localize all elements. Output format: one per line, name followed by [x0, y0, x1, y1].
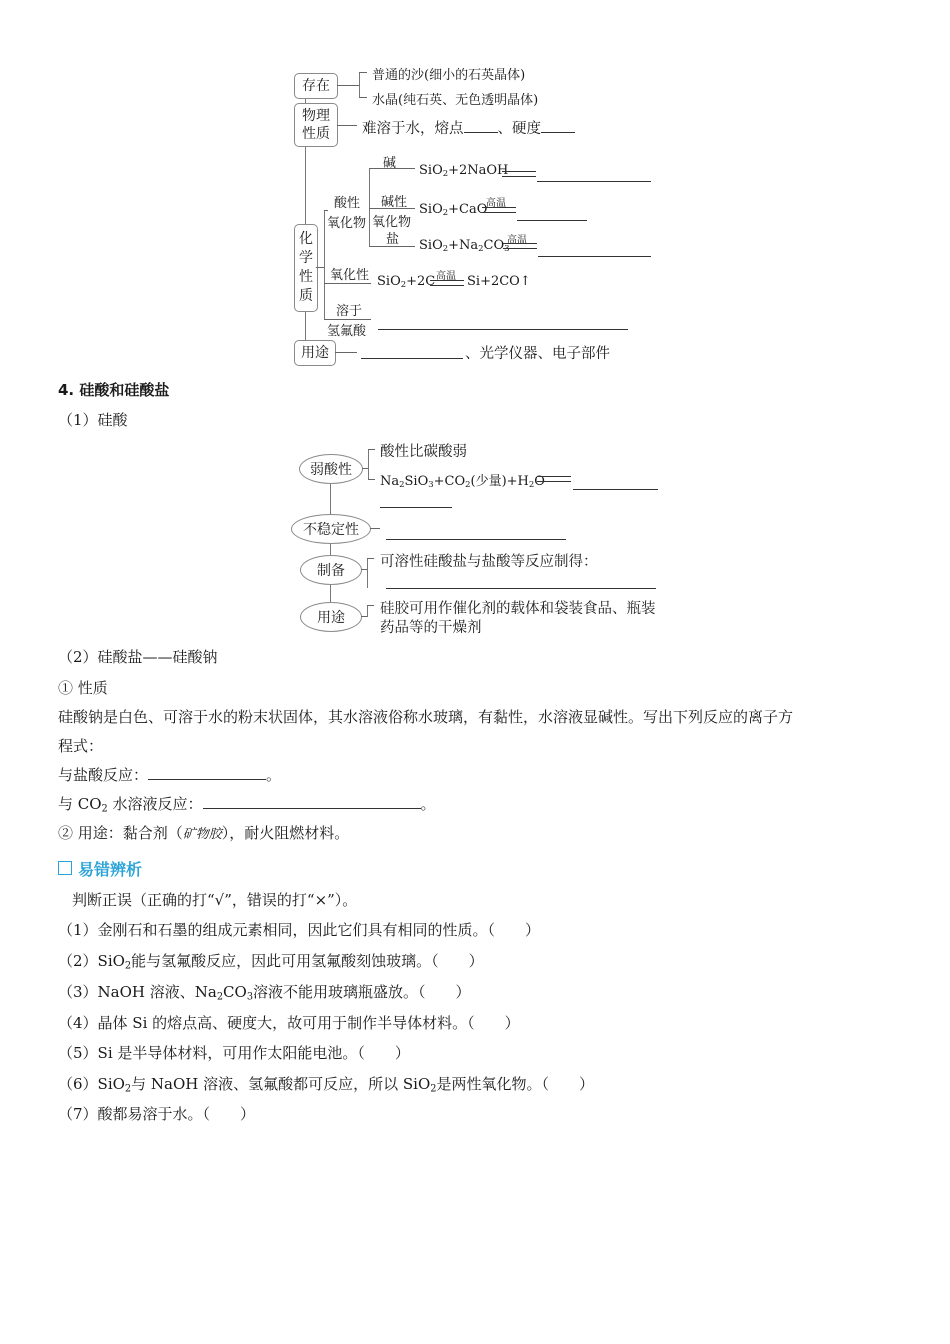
equation-sio2-na2co3: $SiO_2+Na_2CO_3$ — [419, 238, 510, 254]
connector-line — [368, 449, 369, 480]
hcl-reaction-line — [58, 764, 281, 785]
equation-sio2-naoh: SiO$_2$+2NaOH — [419, 163, 509, 179]
errors-intro: 判断正误（正确的打“√”，错误的打“×”）。 — [72, 891, 358, 909]
connector-line — [359, 72, 367, 73]
connector-line — [337, 85, 359, 86]
errors-item-6-prefix: （6）SiO — [58, 1075, 125, 1093]
existence-sand: 普通的沙(细小的石英晶体) — [372, 68, 526, 83]
condition-high-temp: 高温 — [436, 271, 456, 282]
node-usage — [294, 340, 336, 366]
node-weak-acid — [299, 454, 363, 484]
node-preparation — [300, 555, 362, 585]
oxidizing-label: 氧化性 — [330, 268, 370, 283]
weak-acid-text: 酸性比碳酸弱 — [380, 444, 467, 460]
answer-blank — [386, 539, 566, 540]
errors-item-3-prefix: （3）NaOH 溶液、Na — [58, 983, 217, 1001]
node-usage-label: 用途 — [317, 610, 345, 626]
equals-sign — [503, 243, 537, 249]
node-usage-label: 用途 — [301, 345, 329, 361]
answer-blank — [361, 358, 463, 359]
errors-title: 易错辨析 — [78, 860, 143, 879]
connector-line — [368, 449, 375, 450]
node-physical-label-2: 性质 — [302, 126, 330, 142]
sentence-end: 。 — [420, 795, 436, 813]
usage-text-2: 药品等的干燥剂 — [380, 620, 482, 636]
blank-hardness — [541, 120, 575, 133]
basic-oxide-label-2: 氧化物 — [372, 215, 412, 230]
salt-label: 盐 — [386, 232, 400, 247]
answer-blank — [380, 507, 452, 508]
co2-reaction-label: 水溶液反应： — [107, 795, 203, 813]
usage-suffix: ），耐火阻燃材料。 — [221, 824, 350, 842]
item-properties: ① 性质 — [58, 679, 108, 697]
answer-blank — [537, 181, 651, 182]
node-chemical-char: 性 — [299, 269, 313, 285]
node-physical-label-1: 物理 — [302, 108, 330, 124]
errors-item-3-mid: CO — [223, 983, 247, 1001]
acidic-oxide-label-2: 氧化物 — [327, 216, 367, 231]
answer-blank — [538, 256, 651, 257]
node-preparation-label: 制备 — [317, 563, 345, 579]
condition-high-temp: 高温 — [507, 235, 527, 246]
connector-line — [359, 72, 360, 98]
acidic-oxide-label-1: 酸性 — [334, 196, 361, 211]
preparation-text: 可溶性硅酸盐与盐酸等反应制得： — [380, 554, 598, 570]
errors-item-6-text: 与 NaOH 溶液、氢氟酸都可反应，所以 SiO — [131, 1075, 431, 1093]
node-existence — [294, 73, 338, 99]
blank-melting — [464, 120, 498, 133]
answer-blank — [517, 220, 587, 221]
connector-line — [324, 283, 371, 284]
errors-item-5: （5）Si 是半导体材料，可用作太阳能电池。（ ） — [58, 1044, 410, 1062]
section-square-icon — [58, 861, 72, 875]
hcl-reaction-label: 与盐酸反应： — [58, 766, 149, 784]
usage-text-1: 硅胶可用作催化剂的载体和袋装食品、瓶装 — [380, 601, 656, 617]
usage-line — [58, 822, 349, 843]
errors-item-6-suffix: 是两性氧化物。（ ） — [436, 1075, 594, 1093]
physical-text — [362, 117, 575, 138]
node-unstable — [291, 514, 371, 544]
hf-label-2: 氢氟酸 — [327, 324, 367, 339]
errors-item-6: （6）SiO$_2$与 NaOH 溶液、氢氟酸都可反应，所以 SiO$_2$是两性氧化物。（ ） — [58, 1075, 594, 1095]
usage-prefix: ② 用途：黏合剂（ — [58, 824, 183, 842]
usage-text: 、光学仪器、电子部件 — [465, 346, 610, 362]
usage-mineral-glue: 矿物胶 — [182, 827, 222, 842]
errors-item-4: （4）晶体 Si 的熔点高、硬度大，故可用于制作半导体材料。（ ） — [58, 1014, 520, 1032]
node-existence-label: 存在 — [302, 78, 330, 94]
connector-line — [316, 267, 324, 268]
equation-sio2-c: SiO$_2$+2C — [377, 274, 436, 290]
errors-item-2: （2）SiO$_2$能与氢氟酸反应，因此可用氢氟酸刻蚀玻璃。（ ） — [58, 952, 484, 972]
connector-line — [370, 528, 380, 529]
base-label: 碱 — [383, 156, 397, 171]
connector-line — [335, 352, 357, 353]
subsection-silicic-acid: （1）硅酸 — [58, 411, 128, 429]
equals-sign — [502, 171, 536, 177]
answer-blank — [148, 765, 266, 780]
connector-line — [337, 125, 357, 126]
node-physical — [294, 103, 338, 147]
equation-sio2-cao: SiO$_2$+CaO — [419, 202, 488, 218]
errors-item-7: （7）酸都易溶于水。（ ） — [58, 1105, 256, 1123]
hf-label-1: 溶于 — [336, 304, 363, 319]
node-chemical — [294, 224, 318, 312]
answer-blank — [378, 329, 628, 330]
equals-sign — [430, 280, 464, 286]
condition-high-temp: 高温 — [486, 198, 506, 209]
subsection-sodium-silicate: （2）硅酸盐——硅酸钠 — [58, 648, 218, 666]
existence-crystal: 水晶(纯石英、无色透明晶体) — [372, 93, 539, 108]
connector-line — [324, 210, 328, 211]
errors-item-2-prefix: （2）SiO — [58, 952, 125, 970]
connector-line — [367, 558, 368, 588]
sentence-end: 。 — [266, 766, 282, 784]
errors-item-3: （3）NaOH 溶液、$Na_2CO_3$溶液不能用玻璃瓶盛放。（ ） — [58, 983, 471, 1003]
co2-reaction-prefix: 与 CO — [58, 795, 102, 813]
equals-sign — [537, 476, 571, 482]
answer-blank — [203, 794, 421, 809]
node-usage — [300, 602, 362, 632]
errors-item-3-text: 溶液不能用玻璃瓶盛放。（ ） — [253, 983, 471, 1001]
node-unstable-label: 不稳定性 — [303, 522, 359, 538]
connector-line — [367, 605, 368, 617]
equation-product: Si+2CO↑ — [467, 274, 531, 289]
co2-reaction-line: 与 $CO_2$ 水溶液反应： 。 — [58, 795, 436, 815]
basic-oxide-label-1: 碱性 — [381, 195, 408, 210]
section-title: 4. 硅酸和硅酸盐 — [58, 381, 170, 399]
errors-item-1: （1）金刚石和石墨的组成元素相同，因此它们具有相同的性质。（ ） — [58, 921, 541, 939]
connector-line — [368, 479, 375, 480]
connector-line — [324, 210, 325, 320]
equals-sign — [482, 207, 516, 213]
node-chemical-char: 学 — [299, 250, 313, 266]
node-weak-acid-label: 弱酸性 — [310, 462, 352, 478]
physical-text-sep: 、硬度 — [497, 121, 541, 137]
answer-blank — [573, 489, 658, 490]
node-chemical-char: 化 — [299, 231, 313, 247]
equation-na2sio3-co2: $Na_2SiO_3+CO_2$(少量)$+H_2O$ — [380, 474, 545, 490]
properties-paragraph: 硅酸钠是白色、可溶于水的粉末状固体，其水溶液俗称水玻璃，有黏性，水溶液显碱性。写出下列反应的离子方 — [58, 708, 794, 726]
connector-line — [369, 168, 370, 246]
node-chemical-char: 质 — [299, 288, 313, 304]
connector-line — [367, 605, 374, 606]
physical-text-main: 难溶于水，熔点 — [362, 121, 464, 137]
connector-line — [367, 558, 374, 559]
answer-blank — [386, 588, 656, 589]
properties-paragraph-end: 程式： — [58, 737, 104, 755]
errors-item-2-text: 能与氢氟酸反应，因此可用氢氟酸刻蚀玻璃。（ ） — [131, 952, 484, 970]
connector-line — [359, 97, 367, 98]
